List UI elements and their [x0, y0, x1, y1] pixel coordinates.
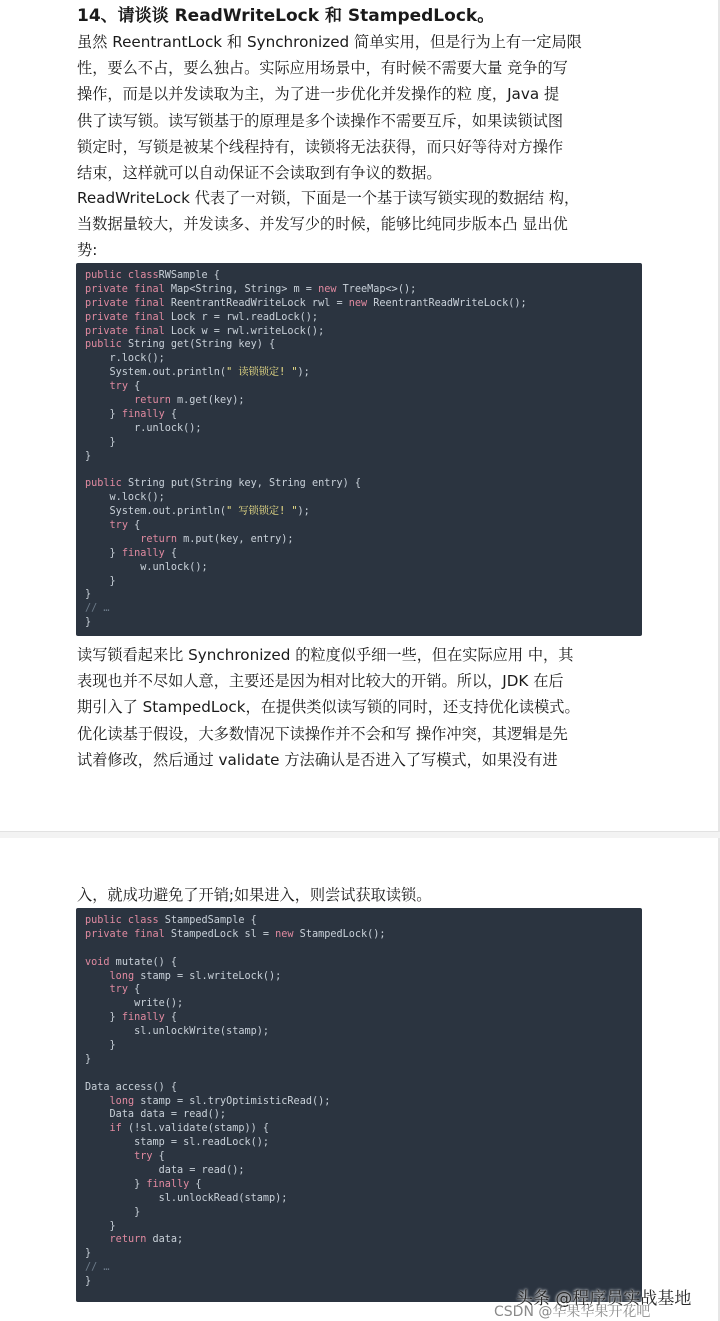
code-line: [85, 1122, 642, 1136]
code-line: [85, 616, 642, 630]
paragraph-line: 当数据量较大，并发读多、并发写少的时候，能够比纯同步版本凸 显出优: [77, 215, 568, 234]
code-line: [85, 588, 642, 602]
code-token: // …: [85, 603, 110, 615]
code-token: StampedLock();: [293, 928, 386, 940]
code-line: [85, 450, 642, 464]
code-line: [85, 311, 642, 325]
code-line: [85, 1233, 642, 1247]
code-line: [85, 1108, 642, 1122]
code-line: [85, 408, 642, 422]
code-line: [85, 533, 642, 547]
code-token: w.unlock();: [85, 561, 208, 573]
code-line: [85, 970, 642, 984]
paragraph-line: 锁定时，写锁是被某个线程持有，读锁将无法获得，而只好等待对方操作: [77, 137, 563, 156]
code-token: m.get(key);: [170, 395, 245, 407]
code-token: System.out.println(: [85, 367, 227, 379]
code-token: " 读锁锁定! ": [226, 367, 298, 379]
paragraph-line: 优化读基于假设，大多数情况下读操作并不会和写 操作冲突，其逻辑是先: [77, 724, 568, 743]
code-line: [85, 1095, 642, 1109]
paragraph-line: ReadWriteLock 代表了一对锁，下面是一个基于读写锁实现的数据结 构，: [77, 189, 580, 207]
code-token: finally: [121, 408, 165, 420]
code-line: [85, 338, 642, 352]
code-token: [85, 971, 110, 982]
code-line: [85, 436, 642, 450]
code-token: [85, 1234, 110, 1245]
code-line: [85, 505, 642, 519]
code-token: {: [189, 1178, 202, 1190]
paragraph-stampedlock: [77, 642, 647, 773]
code-token: try: [134, 1151, 153, 1163]
code-token: m.put(key, entry);: [177, 533, 294, 545]
code-token: private final: [85, 325, 165, 337]
code-token: }: [85, 408, 122, 420]
code-token: {: [164, 547, 178, 559]
code-line: [85, 1150, 642, 1164]
code-token: public class: [85, 915, 159, 926]
code-token: Lock r = rwl.readLock();: [164, 311, 319, 323]
code-token: }: [85, 589, 92, 601]
paragraph-line: 势:: [77, 241, 98, 260]
code-token: }: [85, 1220, 116, 1232]
code-token: mutate() {: [109, 956, 178, 968]
code-line: [85, 1178, 642, 1192]
code-token: {: [152, 1151, 165, 1163]
code-token: stamp = sl.tryOptimisticRead();: [134, 1095, 331, 1107]
code-line: [85, 997, 642, 1011]
code-line: [85, 1247, 642, 1261]
code-line: [85, 983, 642, 997]
code-token: (!sl.validate(stamp)) {: [121, 1123, 270, 1135]
code-block-rwsample: [76, 263, 642, 636]
code-line: [85, 283, 642, 297]
code-token: [85, 534, 140, 545]
code-token: TreeMap<>();: [336, 283, 417, 295]
code-token: // …: [85, 1262, 110, 1274]
code-line: [85, 1053, 642, 1067]
code-line: [85, 269, 642, 283]
code-line: [85, 463, 642, 477]
code-token: [85, 1151, 134, 1162]
code-line: [85, 519, 642, 533]
code-token: }: [85, 1206, 141, 1218]
code-line: [85, 1067, 642, 1081]
code-token: try: [109, 520, 128, 532]
code-line: [85, 477, 642, 491]
code-token: write();: [85, 998, 184, 1010]
code-token: [85, 984, 110, 995]
code-token: stamp = sl.readLock();: [85, 1137, 270, 1149]
code-line: [85, 561, 642, 575]
paragraph-line: 供了读写锁。读写锁基于的原理是多个读操作不需要互斥，如果读锁试图: [77, 111, 563, 130]
code-line: [85, 914, 642, 928]
code-line: [85, 422, 642, 436]
code-line: [85, 325, 642, 339]
code-token: public class: [85, 270, 159, 281]
code-line: [85, 602, 642, 616]
code-token: }: [85, 1248, 92, 1260]
watermark-toutiao: 头条 @程序员实战基地: [516, 1289, 692, 1309]
code-token: {: [164, 1012, 178, 1024]
code-token: data;: [146, 1234, 184, 1246]
code-token: RWSample {: [158, 270, 220, 281]
code-token: private final: [85, 928, 165, 940]
code-line: [85, 942, 642, 956]
paragraph-line: 虽然 ReentrantLock 和 Synchronized 简单实用，但是行为上有一定局限: [77, 33, 582, 51]
code-token: w.lock();: [85, 492, 165, 504]
code-token: ReentrantReadWriteLock rwl =: [164, 297, 349, 309]
code-token: new: [318, 283, 337, 295]
code-line: [85, 956, 642, 970]
code-token: [85, 1123, 110, 1134]
paragraph-intro: [77, 29, 647, 186]
section-heading: 14、请谈谈 ReadWriteLock 和 StampedLock。: [77, 6, 495, 26]
code-token: Map<String, String> m =: [164, 283, 319, 295]
code-line: [85, 1011, 642, 1025]
code-token: [85, 520, 110, 531]
code-token: try: [109, 381, 128, 393]
code-token: StampedSample {: [158, 915, 257, 926]
code-token: Lock w = rwl.writeLock();: [164, 325, 325, 337]
code-token: long: [109, 1095, 135, 1107]
code-token: r.lock();: [85, 353, 165, 365]
paragraph-line: 结束，这样就可以自动保证不会读取到有争议的数据。: [77, 164, 442, 183]
code-block-stampedsample: [76, 908, 642, 1302]
code-line: [85, 575, 642, 589]
code-token: data = read();: [85, 1165, 245, 1177]
code-token: finally: [121, 547, 165, 559]
code-line: [85, 491, 642, 505]
code-token: }: [85, 1012, 122, 1024]
code-token: private final: [85, 297, 165, 309]
code-token: void: [85, 956, 110, 968]
code-line: [85, 352, 642, 366]
code-token: stamp = sl.writeLock();: [134, 970, 282, 982]
code-token: sl.unlockWrite(stamp);: [85, 1026, 270, 1038]
code-token: try: [109, 984, 128, 996]
code-token: [85, 395, 134, 406]
watermark-csdn: CSDN @华果华果开花吧: [494, 1304, 651, 1320]
code-token: r.unlock();: [85, 422, 202, 434]
code-line: [85, 1206, 642, 1220]
paragraph-line: 试着修改，然后通过 validate 方法确认是否进入了写模式，如果没有进: [77, 750, 558, 769]
code-token: StampedLock sl =: [164, 928, 276, 940]
code-token: finally: [146, 1178, 190, 1190]
code-line: [85, 1025, 642, 1039]
code-token: [85, 381, 110, 392]
code-token: String get(String key) {: [121, 339, 276, 351]
code-token: }: [85, 1040, 116, 1052]
code-token: return: [134, 395, 171, 407]
code-token: String put(String key, String entry) {: [121, 478, 362, 490]
code-token: {: [127, 520, 141, 532]
paragraph-line: 性，要么不占，要么独占。实际应用场景中，有时候不需要大量 竞争的写: [77, 59, 568, 78]
page-section-2: [0, 838, 720, 1321]
paragraph-line: 表现也并不尽如人意，主要还是因为相对比较大的开销。所以，JDK 在后: [77, 672, 564, 691]
paragraph-stampedlock-continued: [77, 882, 647, 908]
code-line: [85, 1192, 642, 1206]
code-line: [85, 394, 642, 408]
code-line: [85, 1261, 642, 1275]
code-token: {: [127, 984, 141, 996]
code-line: [85, 297, 642, 311]
code-token: ReentrantReadWriteLock();: [367, 297, 527, 309]
paragraph-line: 入，就成功避免了开销;如果进入，则尝试获取读锁。: [77, 886, 432, 904]
code-token: }: [85, 450, 92, 462]
paragraph-line: 操作，而是以并发读取为主，为了进一步优化并发操作的粒 度，Java 提: [77, 85, 560, 104]
code-line: [85, 1136, 642, 1150]
code-line: [85, 1164, 642, 1178]
code-token: Data access() {: [85, 1081, 178, 1093]
paragraph-line: 期引入了 StampedLock，在提供类似读写锁的同时，还支持优化读模式。: [77, 698, 580, 717]
code-token: System.out.println(: [85, 506, 227, 518]
code-token: if: [109, 1123, 122, 1135]
code-line: [85, 380, 642, 394]
code-token: Data data = read();: [85, 1109, 227, 1121]
code-line: [85, 547, 642, 561]
code-token: }: [85, 617, 92, 629]
code-line: [85, 1220, 642, 1234]
code-line: [85, 1039, 642, 1053]
paragraph-line: 读写锁看起来比 Synchronized 的粒度似乎细一些，但在实际应用 中，其: [77, 646, 574, 664]
code-token: public: [85, 478, 122, 490]
code-token: sl.unlockRead(stamp);: [85, 1192, 288, 1204]
code-token: [85, 1096, 110, 1107]
code-token: );: [297, 506, 310, 518]
paragraph-readwritelock: [77, 185, 647, 264]
code-line: [85, 366, 642, 380]
code-token: long: [109, 970, 135, 982]
code-token: private final: [85, 311, 165, 323]
code-token: public: [85, 339, 122, 351]
code-token: }: [85, 1053, 92, 1065]
code-token: return: [109, 1234, 147, 1246]
code-token: {: [127, 381, 141, 393]
code-token: new: [348, 297, 368, 309]
code-token: new: [275, 928, 294, 940]
code-token: }: [85, 1178, 147, 1190]
code-token: {: [164, 408, 178, 420]
code-token: return: [140, 533, 178, 545]
code-token: }: [85, 1276, 92, 1288]
code-token: }: [85, 436, 116, 448]
code-line: [85, 1081, 642, 1095]
code-token: }: [85, 575, 116, 587]
code-token: private final: [85, 283, 165, 295]
code-line: [85, 928, 642, 942]
code-token: );: [297, 367, 310, 379]
code-token: " 写锁锁定! ": [226, 506, 298, 518]
code-token: }: [85, 547, 122, 559]
code-token: finally: [121, 1012, 165, 1024]
